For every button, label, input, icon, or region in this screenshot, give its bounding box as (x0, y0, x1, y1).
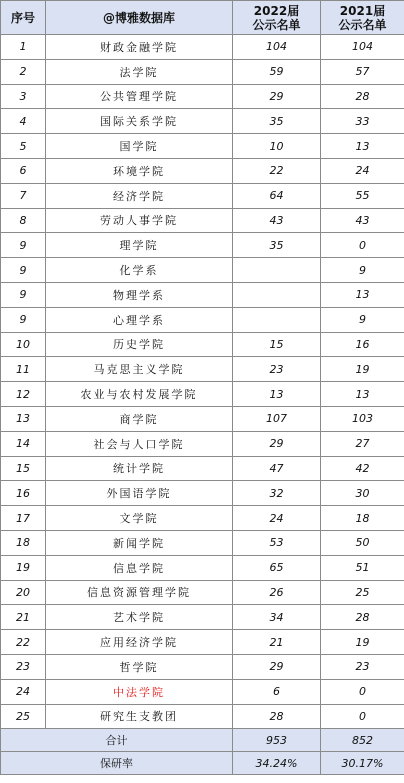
row-school-name: 环境学院 (46, 158, 233, 183)
table-row (1, 332, 404, 357)
row-index: 20 (1, 580, 46, 605)
row-2022-count: 10 (233, 134, 321, 159)
row-2021-count: 24 (321, 158, 404, 183)
row-2022-count: 22 (233, 158, 321, 183)
row-2021-count: 30 (321, 481, 404, 506)
rate-row (1, 752, 404, 775)
rate-label: 保研率 (1, 752, 233, 775)
table-row (1, 530, 404, 555)
row-index: 9 (1, 282, 46, 307)
row-index: 15 (1, 456, 46, 481)
row-2022-count: 32 (233, 481, 321, 506)
row-2021-count: 19 (321, 630, 404, 655)
row-index: 24 (1, 679, 46, 704)
row-2022-count: 35 (233, 109, 321, 134)
table-row (1, 630, 404, 655)
header-2021 (321, 1, 404, 35)
row-index: 9 (1, 258, 46, 283)
row-index: 13 (1, 406, 46, 431)
row-index: 21 (1, 605, 46, 630)
row-index: 8 (1, 208, 46, 233)
table-row (1, 580, 404, 605)
row-school-name: 法学院 (46, 59, 233, 84)
row-school-name: 国学院 (46, 134, 233, 159)
table-row (1, 679, 404, 704)
row-index: 22 (1, 630, 46, 655)
row-2022-count: 24 (233, 506, 321, 531)
table-row (1, 84, 404, 109)
header-2021-sub: 公示名单 (338, 17, 387, 32)
table-row (1, 654, 404, 679)
table-row (1, 183, 404, 208)
row-index: 19 (1, 555, 46, 580)
table-row (1, 605, 404, 630)
total-2021: 852 (321, 729, 404, 752)
table-row (1, 555, 404, 580)
table-row (1, 35, 404, 60)
total-2022: 953 (233, 729, 321, 752)
row-2022-count: 104 (233, 35, 321, 60)
row-2022-count: 28 (233, 704, 321, 729)
row-school-name: 哲学院 (46, 654, 233, 679)
row-2022-count (233, 307, 321, 332)
row-2021-count: 43 (321, 208, 404, 233)
row-index: 7 (1, 183, 46, 208)
row-2021-count: 0 (321, 233, 404, 258)
row-school-name: 劳动人事学院 (46, 208, 233, 233)
row-2022-count: 59 (233, 59, 321, 84)
table-header (1, 1, 404, 35)
row-index: 25 (1, 704, 46, 729)
header-2021-year: 2021届 (339, 3, 386, 18)
row-2022-count: 34 (233, 605, 321, 630)
row-index: 16 (1, 481, 46, 506)
row-school-name: 信息资源管理学院 (46, 580, 233, 605)
table-row (1, 158, 404, 183)
row-2021-count: 9 (321, 258, 404, 283)
row-2021-count: 28 (321, 605, 404, 630)
row-index: 12 (1, 382, 46, 407)
table-row (1, 59, 404, 84)
row-2022-count (233, 258, 321, 283)
row-2021-count: 104 (321, 35, 404, 60)
row-2021-count: 50 (321, 530, 404, 555)
table-row (1, 208, 404, 233)
row-2021-count: 13 (321, 134, 404, 159)
row-school-name: 理学院 (46, 233, 233, 258)
header-2022 (233, 1, 321, 35)
header-index: 序号 (1, 1, 46, 35)
row-index: 2 (1, 59, 46, 84)
row-2022-count: 53 (233, 530, 321, 555)
row-2021-count: 55 (321, 183, 404, 208)
table-row (1, 506, 404, 531)
row-2022-count: 107 (233, 406, 321, 431)
total-row (1, 729, 404, 752)
row-index: 11 (1, 357, 46, 382)
table-row (1, 382, 404, 407)
total-label: 合计 (1, 729, 233, 752)
row-index: 5 (1, 134, 46, 159)
row-school-name: 外国语学院 (46, 481, 233, 506)
header-2022-year: 2022届 (253, 3, 300, 18)
table-row (1, 307, 404, 332)
row-2021-count: 18 (321, 506, 404, 531)
row-index: 6 (1, 158, 46, 183)
table-row (1, 456, 404, 481)
row-2022-count: 29 (233, 654, 321, 679)
row-2021-count: 33 (321, 109, 404, 134)
row-index: 10 (1, 332, 46, 357)
header-school: @博雅数据库 (46, 1, 233, 35)
table-row (1, 233, 404, 258)
table-footer (1, 729, 404, 775)
table-row (1, 282, 404, 307)
row-2021-count: 25 (321, 580, 404, 605)
table-row (1, 258, 404, 283)
row-2022-count: 29 (233, 431, 321, 456)
row-2021-count: 27 (321, 431, 404, 456)
row-index: 3 (1, 84, 46, 109)
row-2022-count: 47 (233, 456, 321, 481)
row-2021-count: 103 (321, 406, 404, 431)
row-school-name: 信息学院 (46, 555, 233, 580)
row-school-name: 国际关系学院 (46, 109, 233, 134)
row-2022-count: 43 (233, 208, 321, 233)
row-2022-count (233, 282, 321, 307)
row-school-name: 农业与农村发展学院 (46, 382, 233, 407)
row-2022-count: 26 (233, 580, 321, 605)
row-2021-count: 42 (321, 456, 404, 481)
row-2022-count: 13 (233, 382, 321, 407)
row-school-name: 财政金融学院 (46, 35, 233, 60)
row-2022-count: 65 (233, 555, 321, 580)
row-2021-count: 51 (321, 555, 404, 580)
row-2021-count: 9 (321, 307, 404, 332)
row-school-name: 统计学院 (46, 456, 233, 481)
row-index: 17 (1, 506, 46, 531)
row-2021-count: 13 (321, 382, 404, 407)
row-index: 4 (1, 109, 46, 134)
row-2022-count: 6 (233, 679, 321, 704)
row-school-name: 公共管理学院 (46, 84, 233, 109)
row-2021-count: 23 (321, 654, 404, 679)
row-2022-count: 64 (233, 183, 321, 208)
row-2021-count: 0 (321, 704, 404, 729)
table-body (1, 35, 404, 729)
header-2022-sub: 公示名单 (252, 17, 301, 32)
row-school-name: 经济学院 (46, 183, 233, 208)
row-school-name: 艺术学院 (46, 605, 233, 630)
row-school-name: 化学系 (46, 258, 233, 283)
table-row (1, 406, 404, 431)
row-2022-count: 35 (233, 233, 321, 258)
row-index: 23 (1, 654, 46, 679)
table-row (1, 431, 404, 456)
row-2022-count: 21 (233, 630, 321, 655)
row-index: 9 (1, 233, 46, 258)
table-row (1, 704, 404, 729)
table-row (1, 109, 404, 134)
row-school-name: 研究生支教团 (46, 704, 233, 729)
row-2021-count: 0 (321, 679, 404, 704)
row-school-name: 新闻学院 (46, 530, 233, 555)
row-index: 14 (1, 431, 46, 456)
row-index: 18 (1, 530, 46, 555)
row-school-name: 心理学系 (46, 307, 233, 332)
row-2021-count: 57 (321, 59, 404, 84)
row-school-name: 商学院 (46, 406, 233, 431)
row-2022-count: 15 (233, 332, 321, 357)
row-school-name: 文学院 (46, 506, 233, 531)
row-school-name: 应用经济学院 (46, 630, 233, 655)
row-school-name: 历史学院 (46, 332, 233, 357)
row-2021-count: 16 (321, 332, 404, 357)
table-row (1, 357, 404, 382)
rate-2021: 30.17% (321, 752, 404, 775)
row-school-name: 物理学系 (46, 282, 233, 307)
row-index: 1 (1, 35, 46, 60)
row-2022-count: 29 (233, 84, 321, 109)
row-school-name: 中法学院 (46, 679, 233, 704)
row-index: 9 (1, 307, 46, 332)
table-row (1, 134, 404, 159)
row-school-name: 社会与人口学院 (46, 431, 233, 456)
rate-2022: 34.24% (233, 752, 321, 775)
table-row (1, 481, 404, 506)
row-2022-count: 23 (233, 357, 321, 382)
row-2021-count: 19 (321, 357, 404, 382)
row-2021-count: 13 (321, 282, 404, 307)
row-school-name: 马克思主义学院 (46, 357, 233, 382)
row-2021-count: 28 (321, 84, 404, 109)
